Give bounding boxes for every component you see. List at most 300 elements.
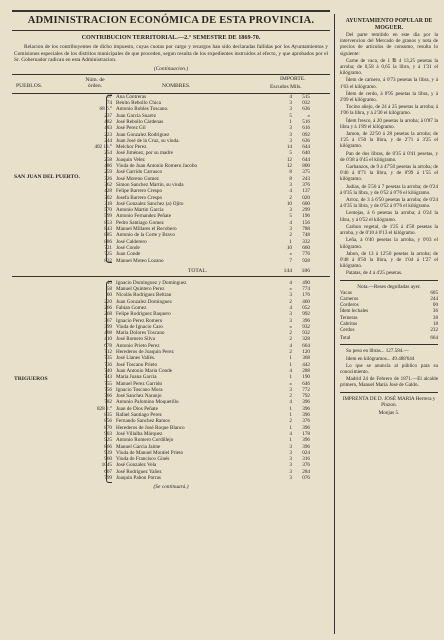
sidebar-paragraph: Garbanzos, de 9 á 47'50 pesetas la arroba; de 0'46 á 0'71 la libra, y de 0'99 á 1'55 el kilógramo. <box>340 164 438 183</box>
reses-label: Vacas <box>340 289 352 296</box>
row-mils: 024 <box>302 449 310 456</box>
sidebar-paragraph: Leña, á 0'40 pesetas la arroba, y 0'03 el kilógramo. <box>340 237 438 250</box>
row-name: Rafael Santiago Perez <box>116 412 162 419</box>
row-number: 402 13.° <box>94 144 112 151</box>
row-number: 220 <box>104 298 112 305</box>
pueblo-label: SAN JUAN DEL PUERTO. <box>14 173 80 180</box>
row-mils: 092 <box>302 131 310 138</box>
row-number: 735 <box>104 355 112 362</box>
row-mils: 368 <box>302 355 310 362</box>
row-mils: » <box>307 112 310 119</box>
row-number: 60 <box>106 292 112 299</box>
row-mils: 636 <box>302 137 310 144</box>
row-number: 302 <box>104 194 112 201</box>
table-header <box>12 75 330 93</box>
title-rule <box>12 30 330 31</box>
row-number: 736 <box>104 361 112 368</box>
reses-label: Terneras <box>340 314 358 321</box>
row-number: 367 <box>104 317 112 324</box>
row-name: José Conde <box>116 244 140 251</box>
row-number: 755 <box>104 380 112 387</box>
row-mils: 156 <box>302 219 310 226</box>
row-number: 570 <box>104 207 112 214</box>
row-name: Simon Sanchez Martin, su viuda <box>116 181 184 188</box>
header-num: Núm. de órden. <box>85 76 105 89</box>
row-name: Antonio Robles Toscano. <box>116 106 169 113</box>
row-name: Juan Gonzalez Dominguez <box>116 298 172 305</box>
row-number: 482 <box>104 118 112 125</box>
row-name: Viuda de Francisco Ginés <box>116 456 170 463</box>
row-number: 721 <box>104 244 112 251</box>
row-mils: 288 <box>302 367 310 374</box>
row-escudos: 2 <box>289 194 292 201</box>
row-name: José Moreno Gomez <box>116 175 159 182</box>
reses-value: 00 <box>432 302 438 309</box>
row-name: Antonio Martin Garcia <box>116 207 164 214</box>
row-number: 67 <box>106 93 112 100</box>
sidebar-paragraph: Jabon, de 13 á 12'50 pesetas la arroba; de 0'48 á 0'50 la libra, y de 1'04 á 1'27 el kilógramo. <box>340 250 438 270</box>
reses-value: 38 <box>432 314 438 321</box>
total-mils: 186 <box>301 267 310 274</box>
row-escudos: 2 <box>289 232 292 239</box>
row-escudos: 3 <box>289 137 292 144</box>
row-number: 678 <box>104 342 112 349</box>
row-name: Juan Conde <box>116 251 141 258</box>
sidebar-paragraph: Ídem de cerdo, á 0'95 pesetas la libra, y á 2'09 el kilógramo. <box>340 90 438 104</box>
row-escudos: 1 <box>289 374 292 381</box>
row-name: Maria Dolores Toscano <box>116 330 165 337</box>
reses-value: 605 <box>430 289 438 296</box>
row-number: 1045 <box>101 462 112 469</box>
sidebar-paragraph: Carne de vaca, de 1 ℔ 4 13,25 pesetas la arroba; de 0,58 á 0,65 la libra, y á 1'31 el kilógramo. <box>340 57 438 77</box>
row-name: José Gonzalez Vela <box>116 462 157 469</box>
row-escudos: 1 <box>289 361 292 368</box>
row-mils: 932 <box>302 323 310 330</box>
sidebar-paragraphs <box>340 32 438 277</box>
sidebar-title: AYUNTAMIENTO POPULAR DE MOGUER. <box>345 18 433 31</box>
row-number: 599 <box>104 213 112 220</box>
row-name: José Sanchez Naranjo <box>116 393 162 400</box>
closing-paragraph: Su peso en libras... 127.584.— <box>346 348 409 355</box>
row-escudos: » <box>289 251 292 258</box>
row-mils: 932 <box>302 330 310 337</box>
reses-label: Corderos <box>340 302 359 309</box>
row-escudos: 2 <box>289 393 292 400</box>
row-number: 756 <box>104 386 112 393</box>
row-name: Ana Contreras <box>116 93 147 100</box>
sidebar-paragraph: Carbon vegetal, de 1'25 á 4'50 pesetas la arroba, y de 0'10 á 0'13 el kilógramo. <box>340 223 438 237</box>
row-mils: 515 <box>302 93 310 100</box>
row-mils: 396 <box>302 399 310 406</box>
row-mils: 776 <box>302 251 310 258</box>
sidebar-paragraph: Pan de dos libras, de 0'35 á 0'41 pesetas, y de 0'38 á 0'45 el kilógramo. <box>340 150 438 163</box>
row-number: 960 <box>104 456 112 463</box>
sidebar-paragraph: Tocino añejo, de 24 á 25 pesetas la arroba; á 1'06 la libra, y á 2'30 el kilógramo. <box>340 104 438 117</box>
row-name: Juan José de la Cruz, su viuda. <box>116 137 180 144</box>
row-escudos: 1 <box>289 437 292 444</box>
row-escudos: 10 <box>286 200 292 207</box>
row-number: 266 <box>104 304 112 311</box>
sidebar-paragraph: Judías, de 5'50 á 7 pesetas la arroba; de 0'24 á 0'35 la libra, y de 0'52 á 0'76 el kilógramo. <box>340 183 438 196</box>
row-name: Juan de Dios Peñate <box>116 405 158 412</box>
row-escudos: 3 <box>289 443 292 450</box>
row-number: 244 <box>104 137 112 144</box>
row-escudos: 12 <box>286 156 292 163</box>
row-name: Manuel Perez Garrido <box>116 380 163 387</box>
row-mils: 644 <box>302 144 310 151</box>
row-escudos: » <box>289 286 292 293</box>
row-number: 607 <box>104 468 112 475</box>
row-name: Ignacio Dominguez y Dominguez <box>116 279 187 286</box>
row-mils: 243 <box>302 175 310 182</box>
printer-address: Monjas 5. <box>378 409 400 416</box>
sidebar-paragraph: Ídem fresco, á 20 pesetas la arroba; á 0'87 la libra y á 1'89 el kilógramo. <box>340 117 438 130</box>
row-mils: 299 <box>302 207 310 214</box>
row-mils: 442 <box>302 361 310 368</box>
header-importe: IMPORTE. <box>280 75 306 82</box>
intro-paragraph: Relacion de los contribuyentes de dicho impuesto, cuyas cuotas por cargo y recargos han sido declaradas fallidas por los Ayuntamientos y Comisiones especiales de los distritos municipales de que proceden, segun resulta de los expedientes instruidos al efecto, y que aprobados por el Sr. Gobernador radican en esta Administracion. <box>14 44 328 64</box>
row-escudos: 4 <box>289 399 292 406</box>
header-pueblos: PUEBLOS. <box>16 82 43 89</box>
row-mils: 616 <box>302 125 310 132</box>
sidebar-paragraph: Jamon, de 22'50 á 28 pesetas la arroba; de 1'25 á 1'50 la libra, y de 2'71 á 3'25 el kilógramo. <box>340 131 438 150</box>
row-escudos: 3 <box>289 100 292 107</box>
closing-paragraph: Madrid 24 de Febrero de 1871.—El alcalde primero, Manuel María José de Galdo. <box>340 376 438 389</box>
row-name: Antonio Romero Cordillejo <box>116 437 174 444</box>
reses-label: Cabritos <box>340 320 358 327</box>
row-escudos: 8 <box>289 175 292 182</box>
sidebar-paragraph: Lentejas, á 6 pesetas la arroba; á 0'24 la libra, y á 0'52 el kilógramo. <box>340 210 438 223</box>
row-mils: 992 <box>302 311 310 318</box>
row-escudos: 8 <box>289 169 292 176</box>
row-mils: 376 <box>302 181 310 188</box>
row-name: Ignacio Toscano Mora <box>116 386 163 393</box>
row-name: Herederos de Joaquin Perez <box>116 349 174 356</box>
row-mils: 928 <box>302 257 310 264</box>
row-number: 410 <box>104 336 112 343</box>
main-column <box>12 10 330 490</box>
header-nombres: NOMBRES. <box>162 82 191 89</box>
row-mils: 020 <box>302 194 310 201</box>
row-name: Felipe Rodriguez Baquero <box>116 311 171 318</box>
row-name: Ignacio Perez Romero <box>116 317 163 324</box>
row-mils: 316 <box>302 456 310 463</box>
row-name: Manuel Garcia Jaime <box>116 443 161 450</box>
row-mils: 664 <box>302 342 310 349</box>
row-mils: 332 <box>302 238 310 245</box>
row-name: Manuel Moteo Lozano <box>116 257 164 264</box>
reses-total-label: Total <box>340 335 351 342</box>
row-mils: 600 <box>302 200 310 207</box>
row-number: 766 <box>104 393 112 400</box>
sidebar-rule <box>340 392 438 393</box>
row-escudos: 4 <box>289 430 292 437</box>
row-number: 483 <box>104 125 112 132</box>
row-name: Joaquin Pabon Porras <box>116 475 161 481</box>
row-number: 903 <box>104 430 112 437</box>
row-escudos: 1 <box>289 355 292 362</box>
reses-value: 232 <box>430 326 438 333</box>
row-number: 712 <box>104 349 112 356</box>
row-mils: 646 <box>302 380 310 387</box>
row-number: 886 <box>104 238 112 245</box>
closing-paragraph: Idem en kilógramos... 49.488'644 <box>346 355 415 362</box>
sidebar-column <box>340 18 438 416</box>
row-escudos: 3 <box>289 462 292 469</box>
section-rows <box>12 280 330 482</box>
row-name: Fernando Sanchez Ramos <box>116 418 170 425</box>
row-escudos: 3 <box>289 207 292 214</box>
row-escudos: 1 <box>289 412 292 419</box>
row-name: Manuel Quintero Perez <box>116 286 165 293</box>
row-number: 939 <box>104 449 112 456</box>
row-number: 259 <box>104 169 112 176</box>
row-mils: 196 <box>302 213 310 220</box>
row-escudos: 3 <box>289 125 292 132</box>
row-number: 326 <box>104 175 112 182</box>
row-name: Pedro Santiago Gomez <box>116 219 164 226</box>
row-name: Juan Gonzalez Rodriguez <box>116 131 170 138</box>
row-number: 866 <box>104 443 112 450</box>
reses-label: Cerdos <box>340 326 355 333</box>
row-escudos: 5 <box>289 150 292 157</box>
row-number: 237 <box>104 112 112 119</box>
row-name: Antonio de la Corte y Bravo <box>116 232 175 239</box>
row-name: José Gonzalez Sanchez (a) Ojito <box>116 200 184 207</box>
row-name: Viuda de Ignacio Caro <box>116 323 163 330</box>
pueblo-label: TRIGUEROS <box>14 375 48 382</box>
row-number: 223 <box>104 131 112 138</box>
row-name: Joaquin Velez <box>116 156 145 163</box>
row-escudos: 5 <box>289 213 292 220</box>
row-mils: 644 <box>302 156 310 163</box>
row-mils: 052 <box>302 304 310 311</box>
row-number: 828 2.° <box>96 405 112 412</box>
reses-list <box>340 290 438 333</box>
row-name: José Perez Gil <box>116 125 146 132</box>
sidebar-paragraph: Arroz, de 3 á 6'50 pesetas la arroba; de 0'24 á 0'35 la libra, y de 0'52 á 0'76 el kilógramo. <box>340 197 438 210</box>
row-mils: 396 <box>302 317 310 324</box>
row-name: Antonio Palomino Moquetillo <box>116 399 179 406</box>
row-number: 925 <box>104 437 112 444</box>
row-mils: 376 <box>302 418 310 425</box>
row-number: 835 <box>104 412 112 419</box>
row-number: 743 <box>104 374 112 381</box>
row-mils: 788 <box>302 226 310 233</box>
row-mils: 774 <box>302 286 310 293</box>
row-mils: 190 <box>302 374 310 381</box>
row-name: José Rodriguez Yañez <box>116 468 162 475</box>
row-mils: 792 <box>302 393 310 400</box>
total-escudos: 144 <box>283 267 292 274</box>
row-number: 885 <box>104 232 112 239</box>
row-escudos: 3 <box>289 456 292 463</box>
total-label: TOTAL. <box>188 267 208 274</box>
row-name: Melchor Perez <box>116 144 147 151</box>
reses-value: 18 <box>432 320 438 327</box>
row-name: José Jiménez, por su madre <box>116 150 173 157</box>
sidebar-paragraph: Ídem de carnero, á 0'73 pesetas la libra, y á 1'63 el kilógramo. <box>340 77 438 90</box>
row-mils: 396 <box>302 412 310 419</box>
row-escudos: » <box>289 323 292 330</box>
row-escudos: 4 <box>289 367 292 374</box>
row-escudos: 5 <box>289 112 292 119</box>
row-number: 258 <box>104 156 112 163</box>
row-mils: 640 <box>302 150 310 157</box>
row-number: 843 <box>104 226 112 233</box>
row-mils: 660 <box>302 244 310 251</box>
row-escudos: » <box>289 380 292 387</box>
row-escudos: 1 <box>289 424 292 431</box>
row-name: Maria Juana Garcia <box>116 374 157 381</box>
reses-value: 244 <box>430 295 438 302</box>
row-number: 74 <box>106 100 112 107</box>
row-escudos: 3 <box>289 311 292 318</box>
row-name: Josefa Barrero Crespo <box>116 194 163 201</box>
section-san-juan <box>12 94 330 264</box>
row-mils: 460 <box>302 298 310 305</box>
row-escudos: 2 <box>289 336 292 343</box>
row-escudos: 4 <box>289 279 292 286</box>
row-name: Benito Rebollo Chica <box>116 100 161 107</box>
row-name: José Romero Silva <box>116 336 155 343</box>
row-name: Felipe Barrero Crespo <box>116 188 163 195</box>
row-number: 399 <box>104 323 112 330</box>
row-name: José Llanes Vallés. <box>116 355 156 362</box>
row-mils: 800 <box>302 163 310 170</box>
row-escudos: 3 <box>289 449 292 456</box>
reses-total-value: 664 <box>430 335 438 342</box>
row-escudos: 4 <box>289 304 292 311</box>
reses-note: Nota.—Reses degolladas ayer. <box>357 283 421 290</box>
row-number: 428 <box>104 188 112 195</box>
row-mils: 032 <box>302 100 310 107</box>
row-escudos: 1 <box>289 118 292 125</box>
row-name: José Calderero <box>116 238 147 245</box>
row-mils: 396 <box>302 443 310 450</box>
row-mils: 284 <box>302 468 310 475</box>
row-name: Antonio Fernandez Peñate <box>116 213 172 220</box>
row-number: 740 <box>104 367 112 374</box>
row-name: José Villalba Márquez <box>116 430 163 437</box>
row-mils: 375 <box>302 169 310 176</box>
sidebar-paragraph: Patatas, de 4 á 4'25 pesetas. <box>346 270 403 277</box>
row-mils: 076 <box>302 475 310 481</box>
reses-row <box>340 327 438 333</box>
page-title: ADMINISTRACION ECONÓMICA DE ESTA PROVINCIA. <box>27 15 315 26</box>
row-name: Viuda de Manuel Montiel Prieto <box>116 449 184 456</box>
row-name: Fabian Gomez <box>116 304 147 311</box>
row-escudos: 3 <box>289 131 292 138</box>
section-trigueros <box>12 280 330 482</box>
column-divider <box>334 14 335 634</box>
continued-note: (Se continuará.) <box>153 484 189 491</box>
row-mils: 376 <box>302 462 310 469</box>
row-number: 254 <box>104 150 112 157</box>
printer-imprint: IMPRENTA DE D. JOSÉ MARIA Herrera y Pinzon. <box>342 395 436 408</box>
continuation-note: (Continuacion.) <box>153 65 189 72</box>
top-rule <box>12 10 330 12</box>
page-subtitle: CONTRIBUCION TERRITORIAL.—2.° SEMESTRE DE 1869-70. <box>81 34 261 41</box>
row-number: 408 <box>104 330 112 337</box>
closing-paragraphs <box>340 348 438 388</box>
row-name: Manuel Millares el Recobero <box>116 226 177 233</box>
row-escudos: 4 <box>289 188 292 195</box>
row-number: 832 <box>104 257 112 264</box>
row-mils: 396 <box>302 437 310 444</box>
row-mils: 396 <box>302 424 310 431</box>
row-escudos: 4 <box>289 342 292 349</box>
row-name: Nicolás Rodriguez Beltran <box>116 292 172 299</box>
row-escudos: 3 <box>289 226 292 233</box>
row-number: 799 <box>104 475 112 481</box>
row-escudos: 3 <box>289 181 292 188</box>
row-mils: 328 <box>302 336 310 343</box>
total-rule <box>12 276 330 277</box>
row-escudos: 14 <box>286 144 292 151</box>
table-row <box>12 258 330 264</box>
sidebar-paragraph: Del parte remitido en este dia por la intervencion del Mercado de granos y nota de precios de articulos de consumo, resulta lo siguiente: <box>340 32 438 57</box>
row-escudos: 2 <box>289 330 292 337</box>
row-mils: 120 <box>302 349 310 356</box>
row-escudos: 2 <box>289 418 292 425</box>
row-mils: 516 <box>302 118 310 125</box>
row-mils: 490 <box>302 279 310 286</box>
row-number: 362 <box>104 181 112 188</box>
header-escudos: Escudos Mils. <box>270 83 302 90</box>
row-escudos: 3 <box>289 317 292 324</box>
row-escudos: 4 <box>289 93 292 100</box>
row-escudos: 4 <box>289 219 292 226</box>
row-mils: 176 <box>302 292 310 299</box>
row-mils: 772 <box>302 386 310 393</box>
row-escudos: 3 <box>289 292 292 299</box>
row-number: 68 6.° <box>99 106 112 113</box>
row-number: 856 <box>104 418 112 425</box>
row-number: 58 <box>106 286 112 293</box>
row-number: 853 <box>104 219 112 226</box>
row-escudos: 12 <box>286 163 292 170</box>
row-name: José Garrido Carrasco <box>116 169 163 176</box>
row-number: 486 <box>104 163 112 170</box>
row-mils: 178 <box>302 430 310 437</box>
row-name: José Rebollo Cárdenas <box>116 118 164 125</box>
row-number: 268 <box>104 311 112 318</box>
section-rows <box>12 94 330 264</box>
row-name: José Toscano Prieto <box>116 361 158 368</box>
reses-total <box>340 335 438 341</box>
row-mils: 137 <box>302 188 310 195</box>
row-name: Juan Garcia Suarez <box>116 112 157 119</box>
row-escudos: 3 <box>289 386 292 393</box>
row-number: 782 <box>104 399 112 406</box>
row-number: 725 <box>104 251 112 258</box>
row-number: 318 <box>104 200 112 207</box>
reses-value: 36 <box>432 308 438 315</box>
row-name: Viuda de Juan Antonio Romero Jacobo <box>116 163 198 170</box>
section-total <box>12 266 330 276</box>
row-escudos: 3 <box>289 106 292 113</box>
table-row <box>12 475 330 481</box>
reses-label: Carneros <box>340 295 359 302</box>
row-number: 46 <box>106 279 112 286</box>
row-escudos: 7 <box>289 257 292 264</box>
closing-paragraph: Lo que se anuncia al público para su conocimiento. <box>340 362 438 375</box>
row-name: Herederos de José Roque Blanco <box>116 424 185 431</box>
row-mils: 748 <box>302 232 310 239</box>
row-mils: 636 <box>302 106 310 113</box>
row-escudos: 1 <box>289 405 292 412</box>
